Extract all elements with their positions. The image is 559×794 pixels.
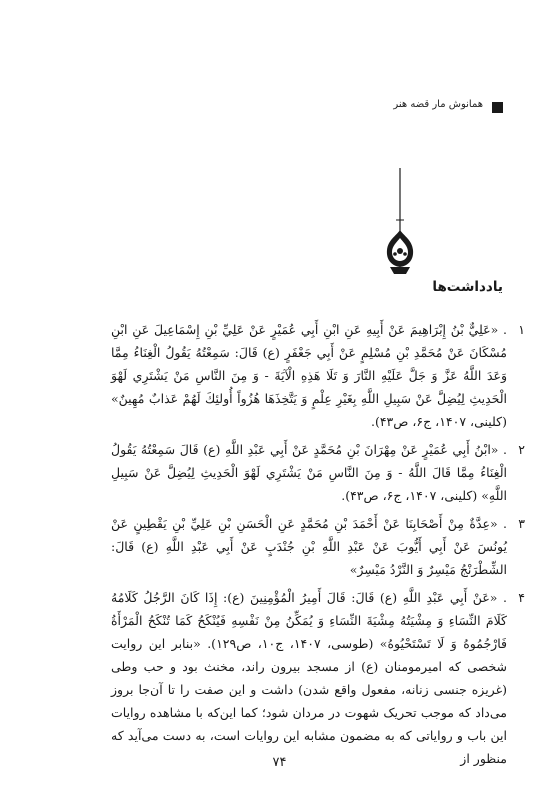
ornament-icon [380, 168, 420, 280]
note-text: . «ابْنُ أَبِي عُمَيْرٍ عَنْ مِهْرَانَ بْنِ مُحَمَّدٍ عَنْ أَبِي عَبْدِ اللَّهِ (ع) قَالَ سَمِعْتُهُ يَقُولُ الْغِنَاءُ مِمَّا قَالَ اللَّهُ - وَ مِنَ النَّاسِ مَنْ يَشْتَرِي لَهْوَ الْحَدِيثِ لِيُضِلَّ عَنْ سَبِيلِ اللَّهِ» (کلینی، ۱۴۰۷، ج۶، ص۴۳). [111, 442, 507, 503]
note-item [111, 586, 525, 770]
note-item [111, 318, 525, 433]
note-number: ۳ [518, 516, 525, 531]
note-item [111, 512, 525, 581]
note-number: ۲ [518, 442, 525, 457]
note-text: . «عَنْ أَبِي عَبْدِ اللَّهِ (ع) قَالَ: قَالَ أَمِيرُ الْمُؤْمِنِينَ (ع): إِذَا كَانَ الرَّجُلُ كَلَامُهُ كَلَامَ النِّسَاءِ وَ مِشْيَتُهُ مِشْيَةَ النِّسَاءِ وَ يُمَكِّنُ مِنْ نَفْسِهِ فَيُنْكَحُ كَمَا تُنْكَحُ الْمَرْأَةُ فَارْجُمُوهُ وَ لَا تَسْتَحْيُوهُ» (طوسی، ۱۴۰۷، ج۱۰، ص۱۲۹). «بنابر این روایت شخصی که امیرمومنان (ع) از مسجد بیرون راند، مخنث بود و حب وطی (غریزه جنسی زنانه، مفعول واقع شدن) داشت و این صفت را تا آن‌جا بروز می‌داد که موجب تحریک شهوت در مردان شود؛ کما این‌که با مشاهده روایات این باب و روایاتی که به مضمون مشابه این روایات است، به دست می‌آید که منظور از [111, 590, 508, 766]
running-head: همانوش مار قضه هنر [393, 99, 483, 110]
page-number: ۷۴ [272, 755, 287, 770]
note-item [111, 438, 525, 507]
note-number: ۴ [518, 590, 525, 605]
note-text: . «عَلِيٌّ بْنُ إِبْرَاهِيمَ عَنْ أَبِيهِ عَنِ ابْنِ أَبِي عُمَيْرٍ عَنْ عَلِيِّ بْنِ إِسْمَاعِيلَ عَنِ ابْنِ مُسْكَانَ عَنْ مُحَمَّدِ بْنِ مُسْلِمٍ عَنْ أَبِي جَعْفَرٍ (ع) قَالَ: سَمِعْتُهُ يَقُولُ الْغِنَاءُ مِمَّا وَعَدَ اللَّهُ عَزَّ وَ جَلَّ عَلَيْهِ النَّارَ وَ تَلَا هَذِهِ الْآيَةَ - وَ مِنَ النَّاسِ مَنْ يَشْتَرِي لَهْوَ الْحَدِيثِ لِيُضِلَّ عَنْ سَبِيلِ اللَّهِ بِغَيْرِ عِلْمٍ وَ يَتَّخِذَهَا هُزُواً أُولئِكَ لَهُمْ عَذابٌ مُهِينٌ» (کلینی، ۱۴۰۷، ج۶، ص۴۳). [111, 322, 507, 429]
note-text: . «عِدَّةٌ مِنْ أَصْحَابِنَا عَنْ أَحْمَدَ بْنِ مُحَمَّدٍ عَنِ الْحَسَنِ بْنِ عَلِيِّ بْنِ يَقْطِينٍ عَنْ يُونُسَ عَنْ أَبِي أَيُّوبَ عَنْ عَبْدِ اللَّهِ بْنِ جُنْدَبٍ عَنْ أَبِي عَبْدِ اللَّهِ (ع) قَالَ: الشِّطْرَنْجُ مَيْسِرٌ وَ النَّرْدُ مَيْسِرٌ» [111, 516, 507, 577]
note-number: ۱ [518, 322, 525, 337]
section-title: یادداشت‌ها [432, 279, 503, 295]
header-marker-box [492, 102, 503, 113]
notes-list [111, 318, 525, 775]
